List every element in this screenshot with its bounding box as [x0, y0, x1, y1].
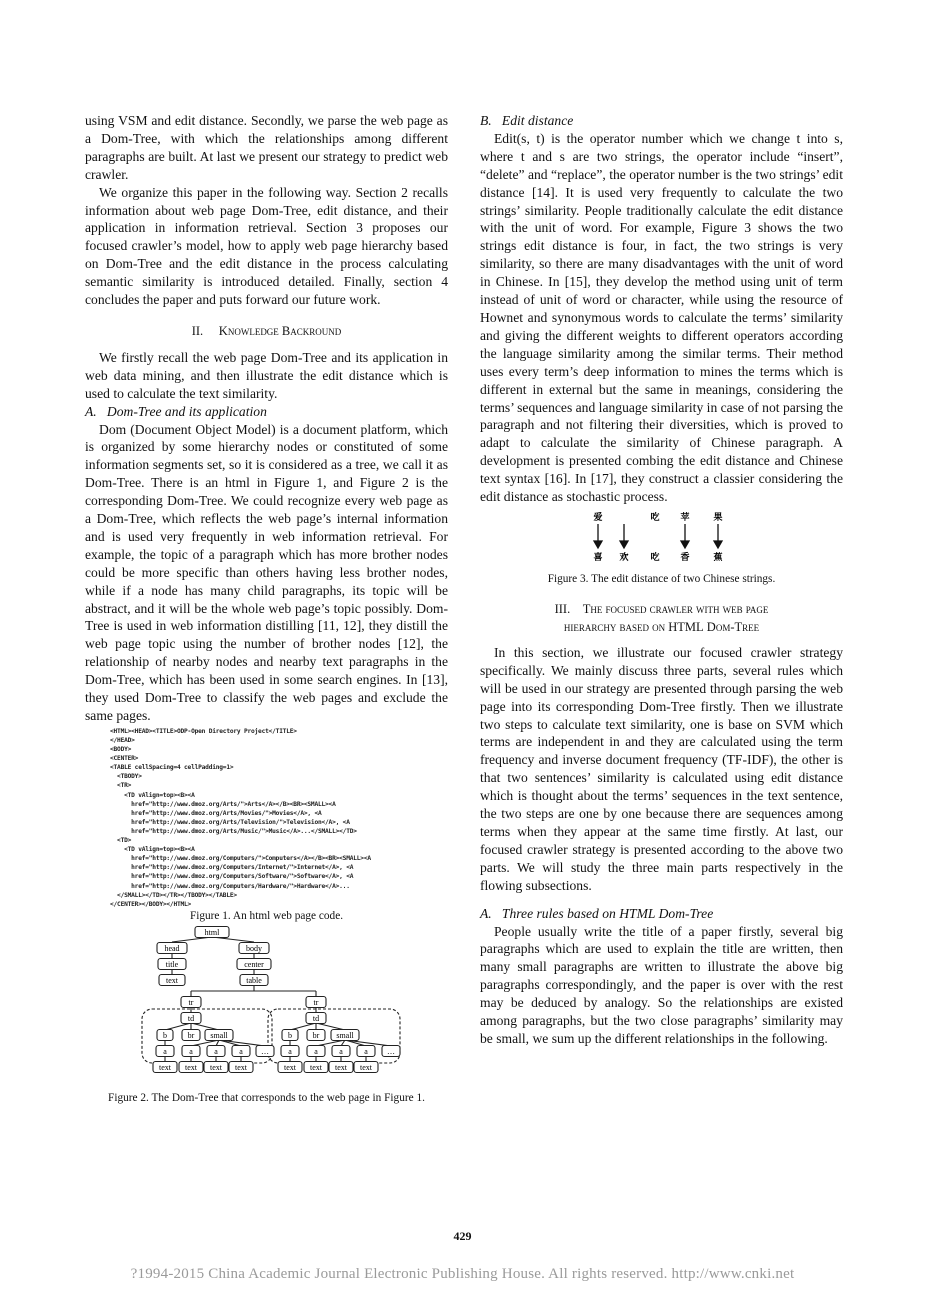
figure-2-dom-tree [85, 925, 448, 1085]
left-column [85, 112, 448, 1105]
dom-tree-node-label: a [288, 1046, 292, 1056]
section-3-title-line-1: The focused crawler with web page [582, 601, 769, 616]
dom-tree-node-label: b [163, 1030, 167, 1040]
dom-tree-node-br [307, 1029, 325, 1040]
dom-tree-node-text [354, 1061, 378, 1072]
dom-tree-node-title [158, 958, 186, 969]
dom-tree-node-a [281, 1045, 299, 1056]
figure-3-bottom-char: 吃 [650, 551, 660, 562]
subsection-a-title: Dom-Tree and its application [106, 403, 267, 419]
dom-tree-node-a [156, 1045, 174, 1056]
dom-tree-node-text [159, 974, 185, 985]
figure-1-code-line: href="http://www.dmoz.org/Computers/Software/">Software</A>, <A [110, 873, 354, 881]
subsection-b-body: Edit(s, t) is the operator number which we change t into s, where t and s are two strings, the operator include “insert”, “delete” and “replace”, the operator number is the two strings’ edit distance [14]. It is used very frequently to calculate the two strings’ similarity. People traditionally calculate the edit distance with the unit of word. For example, Figure 3 shows the two strings edit distance is four, in fact, the two strings is very similarity, so there are many disadvantages with the unit of word in Chinese. In [15], they develop the method using unit of term instead of unit of word or character, while using the resource of Hownet and synonymous words to calculate the terms’ similarity and giving the different weights to different operators according the language similarity among the similar terms. Their method uses every term’s deep information to mines the terms which is different in external but the same in meanings, considering the terms’ sequences and language similarity in case of not parsing the paragraph and not filtering their diversities, which is proved to adapt to calculate the similarity of Chinese paragraph. A development is presented combing the edit distance and Chinese text syntax [16]. In [17], they construct a classier considering the edit distance as stochastic process. [480, 130, 843, 505]
dom-tree-node-label: center [244, 959, 264, 969]
dom-tree-node-label: br [187, 1030, 195, 1040]
dom-tree-node-small [331, 1029, 359, 1040]
figure-1-code-line: href="http://www.dmoz.org/Arts/Television/">Television</A>, <A [110, 818, 350, 826]
dom-tree-node-tr [306, 996, 326, 1007]
dom-tree-node-td [306, 1012, 326, 1023]
figure-3-caption: Figure 3. The edit distance of two Chinese strings. [547, 572, 776, 585]
subsection-3a-heading [480, 905, 843, 923]
figure-1-code-line: href="http://www.dmoz.org/Arts/Music/">Music</A>...</SMALL></TD> [110, 827, 357, 835]
figure-1-code-line: <TR> [110, 782, 132, 790]
dom-tree-node-label: body [246, 943, 262, 953]
dom-tree-node-a [232, 1045, 250, 1056]
figure-1-code-line: </SMALL></TD></TR></TBODY></TABLE> [110, 891, 237, 899]
section-3-title-line-2b: HTML [668, 619, 704, 634]
intro-paragraph-1: using VSM and edit distance. Secondly, we parse the web page as a Dom-Tree, with which the relationships among different paragraphs are built. At last we present our strategy to predict web crawler. [85, 113, 448, 182]
figure-3-bottom-char: 蕉 [713, 551, 723, 562]
figure-1-code-line: href="http://www.dmoz.org/Arts/">Arts</A></B><BR><SMALL><A [110, 800, 336, 808]
dom-tree-node-label: small [210, 1030, 228, 1040]
section-3-number: III. [554, 601, 571, 616]
dom-tree-node-label: html [204, 927, 220, 937]
section-2-number: II. [191, 323, 204, 338]
section-2-intro: We firstly recall the web page Dom-Tree and its application in web data mining, and then illustrate the edit distance which is used to calculate the text similarity. [85, 349, 448, 401]
dom-tree-node-label: td [312, 1013, 320, 1023]
figure-1-code-line: href="http://www.dmoz.org/Computers/">Computers</A></B><BR><SMALL><A [110, 855, 371, 863]
dom-tree-node-label: a [339, 1046, 343, 1056]
subsection-3a-title: Three rules based on HTML Dom-Tree [501, 905, 714, 921]
intro-paragraph-2: We organize this paper in the following way. Section 2 recalls information about web page Dom-Tree, edit distance, and their application in information retrieval. Section 3 proposes our focused crawler’s model, how to apply web page hierarchy based on Dom-Tree and the edit distance in the process calculating semantic similarity is introduced detailed. Finally, section 4 concludes the paper and puts forward our future work. [85, 184, 448, 308]
dom-tree-node-label: text [335, 1062, 347, 1072]
dom-tree-node-label: head [164, 943, 180, 953]
dom-tree-node-label: a [214, 1046, 218, 1056]
dom-tree-node-label: td [187, 1013, 195, 1023]
figure-1-code-line: </CENTER></BODY></HTML> [110, 900, 192, 908]
right-column [480, 112, 843, 1048]
subsection-b-label: B. [480, 113, 492, 128]
figure-1-code-line: href="http://www.dmoz.org/Computers/Internet/">Internet</A>, <A [110, 864, 354, 872]
dom-tree-node-label: text [310, 1062, 322, 1072]
dom-tree-node-text [179, 1061, 203, 1072]
subsection-b-heading [480, 112, 843, 130]
dom-tree-node-label: a [314, 1046, 318, 1056]
section-3-intro: In this section, we illustrate our focused crawler strategy specifically. We mainly discuss three parts, several rules which will be used in our strategy are presented through parsing the web page into its corresponding Dom-Tree firstly. Then we illustrate two steps to calculate text similarity, one is base on SVM which terms are independent in and they are calculated using the term frequency and inverse document frequency (TF-IDF), the other is that two sentences’ similarity is calculated using edit distance which is thought about the terms’ sequences in the text sentence, the two steps are one by one because there are sequences among terms when they appear at the same time firstly. At last, our focused crawler strategy is presented according to the above two parts. We will study the three main parts respectively in the flowing subsections. [480, 644, 843, 893]
figure-3-top-char: 果 [713, 511, 723, 522]
figure-3-bottom-char: 喜 [593, 551, 603, 562]
section-3-heading [480, 600, 843, 636]
dom-tree-node-a [207, 1045, 225, 1056]
dom-tree-node-label: text [284, 1062, 296, 1072]
dom-tree-node-text [229, 1061, 253, 1072]
dom-tree-node-label: text [166, 975, 178, 985]
subsection-a-label: A. [85, 403, 97, 419]
subsection-a-heading [85, 403, 448, 421]
figure-3-edit-distance [480, 510, 843, 570]
dom-tree-node-label: a [163, 1046, 167, 1056]
figure-1-code-line: <TD> [110, 837, 132, 845]
section-3-title-line-2a: hierarchy based on [563, 619, 669, 634]
subsection-b-title: Edit distance [501, 113, 574, 128]
dom-tree-node-text [204, 1061, 228, 1072]
figure-1-code-line: <HTML><HEAD><TITLE>ODP-Open Directory Project</TITLE> [110, 727, 297, 735]
dom-tree-node-label: text [159, 1062, 171, 1072]
dom-tree-node-label: text [185, 1062, 197, 1072]
figure-2-caption: Figure 2. The Dom-Tree that corresponds to the web page in Figure 1. [108, 1091, 425, 1104]
figure-1-code-line: <BODY> [110, 746, 132, 754]
dom-tree-node-table [240, 974, 268, 985]
figure-1-code-line: href="http://www.dmoz.org/Computers/Hardware/">Hardware</A>... [110, 882, 350, 890]
section-2-title: Knowledge Backround [218, 323, 342, 338]
dom-tree-node-ellipsis [382, 1045, 400, 1056]
dom-tree-node-label: a [364, 1046, 368, 1056]
dom-tree-node-label: text [235, 1062, 247, 1072]
dom-tree-node-label: br [312, 1030, 320, 1040]
dom-tree-node-label: text [360, 1062, 372, 1072]
figure-1-code-line: <TBODY> [110, 773, 142, 781]
figure-3-top-char: 吃 [650, 511, 660, 522]
dom-tree-node-label: … [387, 1046, 395, 1056]
subsection-3a-label: A. [480, 905, 492, 921]
figure-3-bottom-char: 香 [680, 551, 690, 562]
dom-tree-node-ellipsis [256, 1045, 274, 1056]
footer-copyright: ?1994-2015 China Academic Journal Electronic Publishing House. All rights reserved. http://www.cnki.net [130, 1266, 795, 1282]
figure-3-bottom-char: 欢 [619, 551, 629, 562]
dom-tree-node-label: tr [188, 997, 194, 1007]
dom-tree-node-label: text [210, 1062, 222, 1072]
dom-tree-node-label: a [189, 1046, 193, 1056]
figure-1-caption: Figure 1. An html web page code. [189, 909, 344, 922]
dom-tree-node-label: a [239, 1046, 243, 1056]
section-3-title-line-2c: Dom-Tree [703, 619, 760, 634]
dom-tree-node-small [205, 1029, 233, 1040]
dom-tree-node-text [278, 1061, 302, 1072]
dom-tree-node-label: table [246, 975, 262, 985]
section-2-heading [85, 323, 448, 341]
figure-1-code-line: <CENTER> [110, 755, 139, 763]
figure-1-code-line: <TD vAlign=top><B><A [110, 846, 195, 854]
figure-3-top-char: 爱 [593, 511, 603, 522]
dom-tree-node-text [329, 1061, 353, 1072]
dom-tree-node-b [157, 1029, 173, 1040]
dom-tree-node-text [304, 1061, 328, 1072]
dom-tree-node-a [357, 1045, 375, 1056]
dom-tree-node-label: small [336, 1030, 354, 1040]
dom-tree-node-text [153, 1061, 177, 1072]
figure-1-code-line: <TABLE cellSpacing=4 cellPadding=1> [110, 764, 234, 772]
dom-tree-node-label: … [261, 1046, 269, 1056]
subsection-3a-body: People usually write the title of a paper firstly, several big paragraphs which are used to explain the title are written, then many small paragraphs are written to illustrate the above big paragraphs correspondingly, and the paper is over with the rest may be deduced by analogy. So the relationships are existed among paragraphs, but the two close paragraphs’ similarity may be small, we sum up the different relationships in the following. [480, 923, 843, 1046]
dom-tree-node-a [332, 1045, 350, 1056]
dom-tree-node-td [181, 1012, 201, 1023]
figure-1-code-line: </HEAD> [110, 737, 135, 744]
figure-1-code [110, 727, 448, 909]
figure-1-code-line: <TD vAlign=top><B><A [110, 791, 195, 799]
page-number: 429 [453, 1229, 472, 1243]
dom-tree-node-a [307, 1045, 325, 1056]
subsection-a-body: Dom (Document Object Model) is a document platform, which is organized by some hierarchy nodes or constituted of some information segments set, so it is considered as a tree, we call it as Dom-Tree. There is an html in Figure 1, and Figure 2 is the corresponding Dom-Tree. We could recognize every web page as a Dom-Tree, which reflects the web page’s internal information and is used very frequently in web information retrieval. For example, the topic of a paragraph which has more brother nodes could be more specific than others having less brother nodes, while if a node has many child paragraphs, its topic will be abstract, and it will be the whole web page’s topic possibly. Dom-Tree is used in web information distilling [11, 12], they distill the web page topic using the number of brother nodes [12], the relationship of nearby nodes and nearby text paragraphs in the Dom-Tree, which has been used in some search engines. In [13], they used Dom-Tree to classify the web pages and exclude the same pages. [85, 421, 448, 723]
figure-3-top-char: 苹 [680, 511, 690, 522]
dom-tree-node-label: tr [313, 997, 319, 1007]
dom-tree-node-center [237, 958, 271, 969]
dom-tree-node-b [282, 1029, 298, 1040]
dom-tree-node-html [195, 926, 229, 937]
dom-tree-node-body [239, 942, 269, 953]
dom-tree-node-label: b [288, 1030, 292, 1040]
dom-tree-node-tr [181, 996, 201, 1007]
dom-tree-node-head [157, 942, 187, 953]
dom-tree-node-br [182, 1029, 200, 1040]
figure-1-code-line: href="http://www.dmoz.org/Arts/Movies/">Movies</A>, <A [110, 809, 322, 817]
dom-tree-node-a [182, 1045, 200, 1056]
dom-tree-node-label: title [165, 959, 179, 969]
